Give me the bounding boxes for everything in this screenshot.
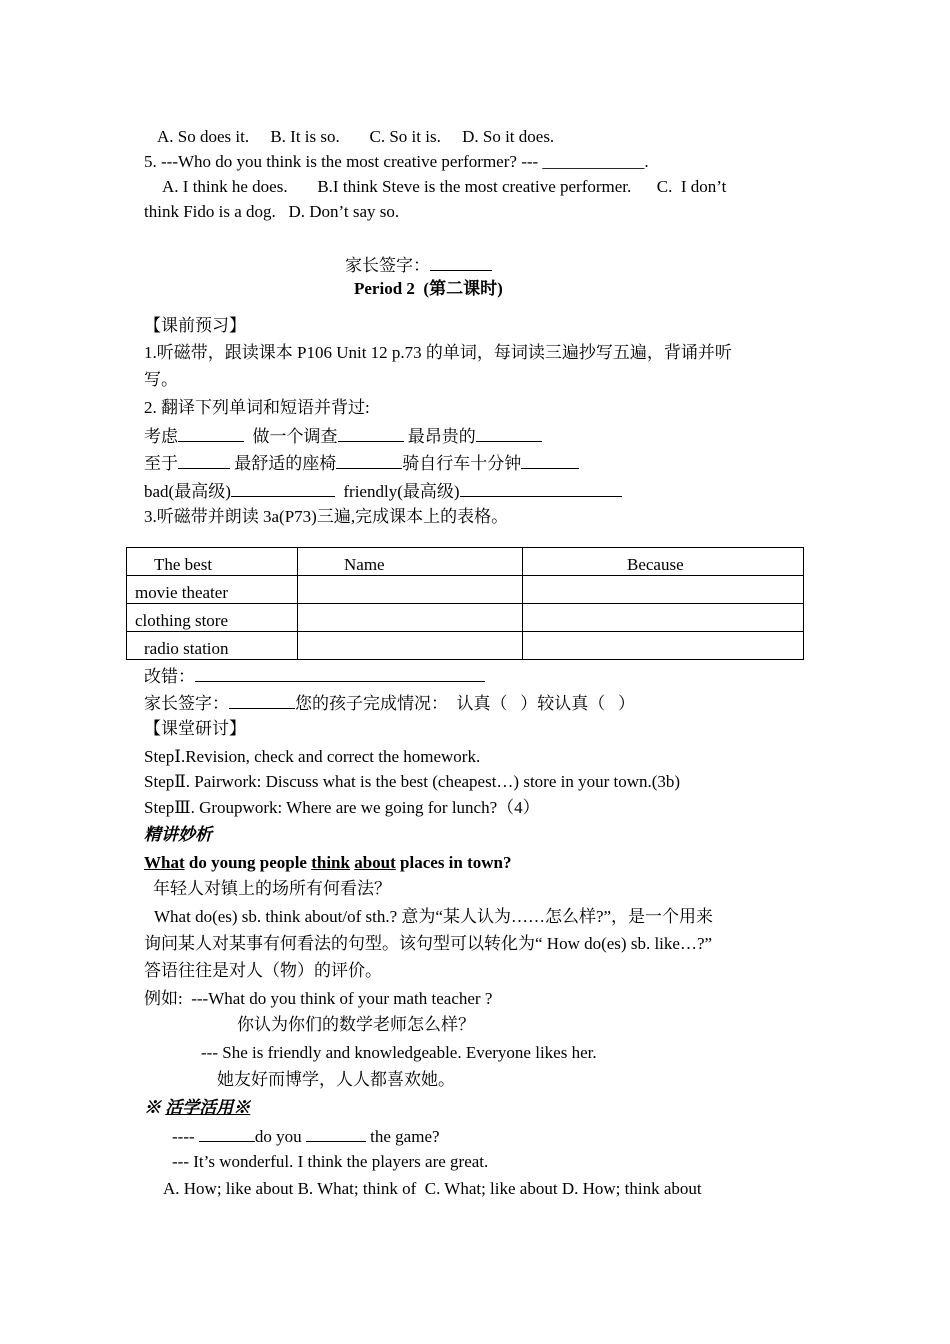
table-row: [127, 604, 804, 632]
table-row: [127, 632, 804, 660]
row-label: movie theater: [127, 576, 298, 604]
example-question: 例如: ---What do you think of your math teacher ?: [144, 989, 493, 1008]
correction-blank[interactable]: [195, 665, 485, 682]
preview-item1-line1: 1.听磁带，跟读课本 P106 Unit 12 p.73 的单词，每词读三遍抄写五遍，背诵并听: [144, 343, 732, 362]
q5-options-line2: think Fido is a dog. D. Don’t say so.: [144, 202, 400, 221]
vocab-row-1: 考虑 做一个调查 最昂贵的: [144, 425, 542, 447]
example-question-cn: 你认为你们的数学老师怎么样？: [237, 1015, 475, 1034]
period-title: Period 2 (第二课时): [354, 279, 503, 298]
answer-blank[interactable]: [521, 452, 579, 469]
name-cell[interactable]: [298, 632, 523, 660]
row-label: clothing store: [127, 604, 298, 632]
step-3: StepⅢ. Groupwork: Where are we going for lunch?（4）: [144, 798, 540, 817]
q4-options: A. So does it. B. It is so. C. So it is. D. So it does.: [157, 127, 555, 146]
answer-blank[interactable]: [476, 425, 542, 442]
preview-heading: 【课前预习】: [144, 316, 246, 335]
best-places-table: [126, 547, 804, 660]
name-cell[interactable]: [298, 604, 523, 632]
answer-blank[interactable]: [199, 1125, 255, 1142]
example-answer-cn: 她友好而博学，人人都喜欢她。: [217, 1070, 455, 1089]
answer-blank[interactable]: [178, 452, 230, 469]
table-header-row: [127, 548, 804, 576]
preview-item1-line2: 写。: [144, 370, 178, 389]
preview-item3: 3.听磁带并朗读 3a(P73)三遍,完成课本上的表格。: [144, 507, 509, 526]
example-answer: --- She is friendly and knowledgeable. Everyone likes her.: [201, 1043, 597, 1062]
vocab-row-2: 至于 最舒适的座椅 骑自行车十分钟: [144, 452, 579, 474]
practice-answer: --- It’s wonderful. I think the players are great.: [172, 1152, 489, 1171]
table-row: [127, 576, 804, 604]
parent-signature-2: 家长签字： 您的孩子完成情况： 认真（ ）较认真（ ）: [144, 694, 635, 713]
key-translation: 年轻人对镇上的场所有何看法？: [153, 879, 391, 898]
answer-blank[interactable]: [338, 425, 404, 442]
because-cell[interactable]: [523, 576, 804, 604]
q5-question: 5. ---Who do you think is the most creative performer? --- ____________.: [144, 152, 649, 171]
step-2: StepⅡ. Pairwork: Discuss what is the best (cheapest…) store in your town.(3b): [144, 772, 681, 791]
header-because: Because: [523, 548, 804, 576]
signature-blank[interactable]: [430, 254, 492, 271]
asterisk-mark-icon: ※: [144, 1098, 166, 1117]
answer-blank[interactable]: [306, 1125, 366, 1142]
name-cell[interactable]: [298, 576, 523, 604]
header-name: Name: [298, 548, 523, 576]
row-label: radio station: [127, 632, 298, 660]
classroom-heading: 【课堂研讨】: [144, 719, 246, 738]
explanation-line2: 询问某人对某事有何看法的句型。该句型可以转化为“ How do(es) sb. like…?”: [144, 934, 713, 953]
correction-line: 改错：: [144, 665, 485, 687]
parent-signature-1: 家长签字：: [345, 254, 492, 276]
because-cell[interactable]: [523, 604, 804, 632]
key-sentence: What do young people think about places in town?: [144, 853, 512, 872]
answer-blank[interactable]: [336, 452, 402, 469]
answer-blank[interactable]: [460, 480, 622, 497]
signature-blank[interactable]: [229, 692, 295, 709]
q5-options-line1: A. I think he does. B.I think Steve is the most creative performer. C. I don’t: [162, 177, 727, 196]
practice-options: A. How; like about B. What; think of C. What; like about D. How; think about: [163, 1179, 702, 1198]
header-the-best: The best: [127, 548, 298, 576]
practice-heading: ※ 活学活用※: [144, 1098, 251, 1117]
analysis-heading: 精讲妙析: [144, 825, 212, 844]
preview-item2: 2. 翻译下列单词和短语并背过:: [144, 398, 370, 417]
vocab-row-3: bad(最高级) friendly(最高级): [144, 480, 622, 502]
step-1: StepⅠ.Revision, check and correct the homework.: [144, 747, 481, 766]
answer-blank[interactable]: [231, 480, 335, 497]
explanation-line1: What do(es) sb. think about/of sth.? 意为“某人认为……怎么样?”，是一个用来: [154, 907, 714, 926]
explanation-line3: 答语往往是对人（物）的评价。: [144, 961, 382, 980]
because-cell[interactable]: [523, 632, 804, 660]
practice-question: ---- do you the game?: [172, 1127, 440, 1146]
answer-blank[interactable]: [178, 425, 244, 442]
